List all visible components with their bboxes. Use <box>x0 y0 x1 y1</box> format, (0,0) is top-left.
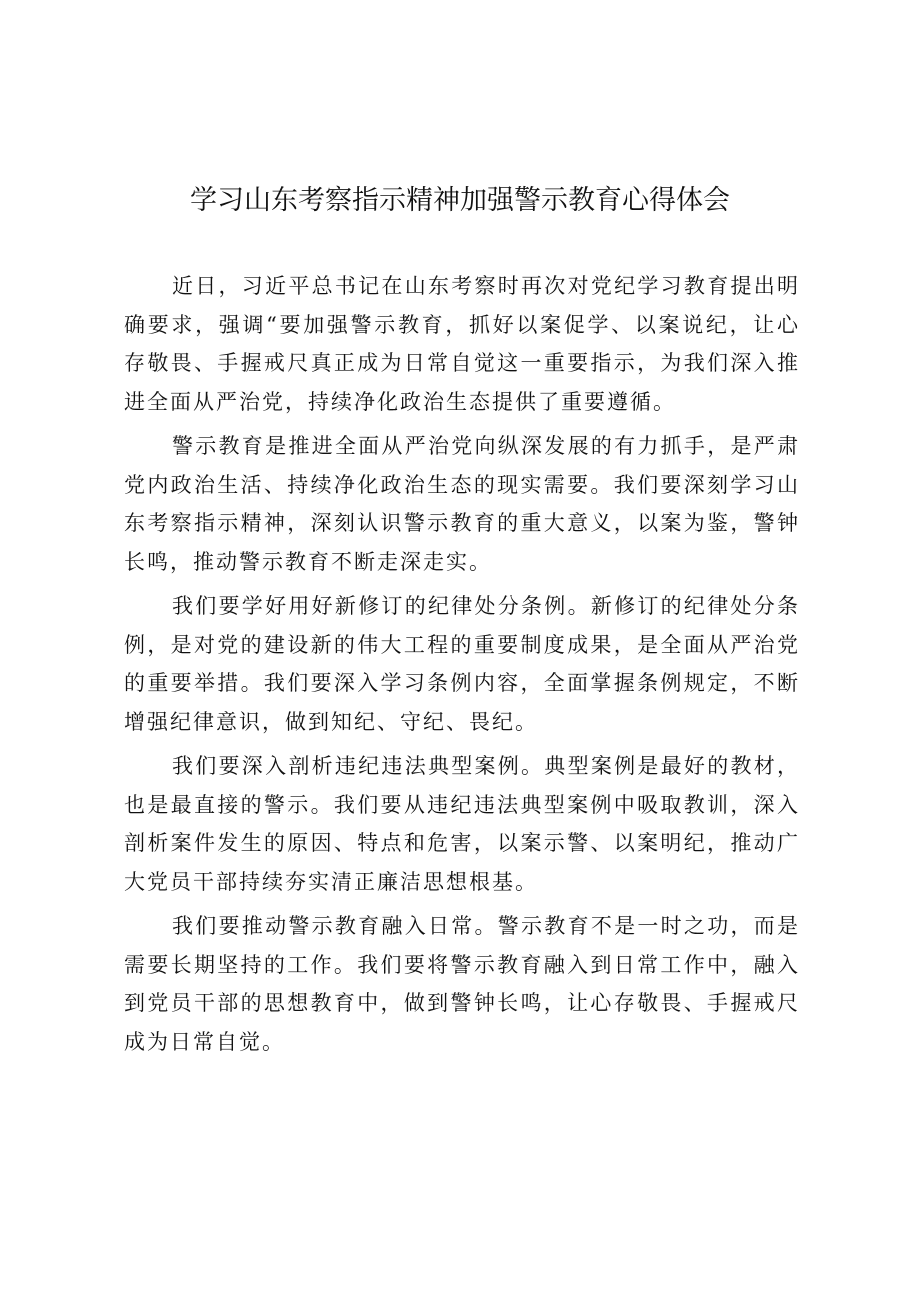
document-body <box>124 267 800 1067</box>
paragraph-5: 我们要推动警示教育融入日常。警示教育不是一时之功，而是需要长期坚持的工作。我们要将警示教育融入到日常工作中，融入到党员干部的思想教育中，做到警钟长鸣，让心存敬畏、手握戒尺成为日常自觉。 <box>124 914 800 1054</box>
paragraph-2: 警示教育是推进全面从严治党向纵深发展的有力抓手，是严肃党内政治生活、持续净化政治生态的现实需要。我们要深刻学习山东考察指示精神，深刻认识警示教育的重大意义，以案为鉴，警钟长鸣，推动警示教育不断走深走实。 <box>124 434 800 574</box>
paragraph-1: 近日，习近平总书记在山东考察时再次对党纪学习教育提出明确要求，强调“要加强警示教育，抓好以案促学、以案说纪，让心存敬畏、手握戒尺真正成为日常自觉这一重要指示，为我们深入推进全面从严治党，持续净化政治生态提供了重要遵循。 <box>124 274 800 414</box>
paragraph-4: 我们要深入剖析违纪违法典型案例。典型案例是最好的教材，也是最直接的警示。我们要从违纪违法典型案例中吸取教训，深入剖析案件发生的原因、特点和危害，以案示警、以案明纪，推动广大党员干部持续夯实清正廉洁思想根基。 <box>124 754 800 894</box>
paragraph-3: 我们要学好用好新修订的纪律处分条例。新修订的纪律处分条例，是对党的建设新的伟大工程的重要制度成果，是全面从严治党的重要举措。我们要深入学习条例内容，全面掌握条例规定，不断增强纪律意识，做到知纪、守纪、畏纪。 <box>124 594 800 734</box>
document-title: 学习山东考察指示精神加强警示教育心得体会 <box>190 185 730 216</box>
